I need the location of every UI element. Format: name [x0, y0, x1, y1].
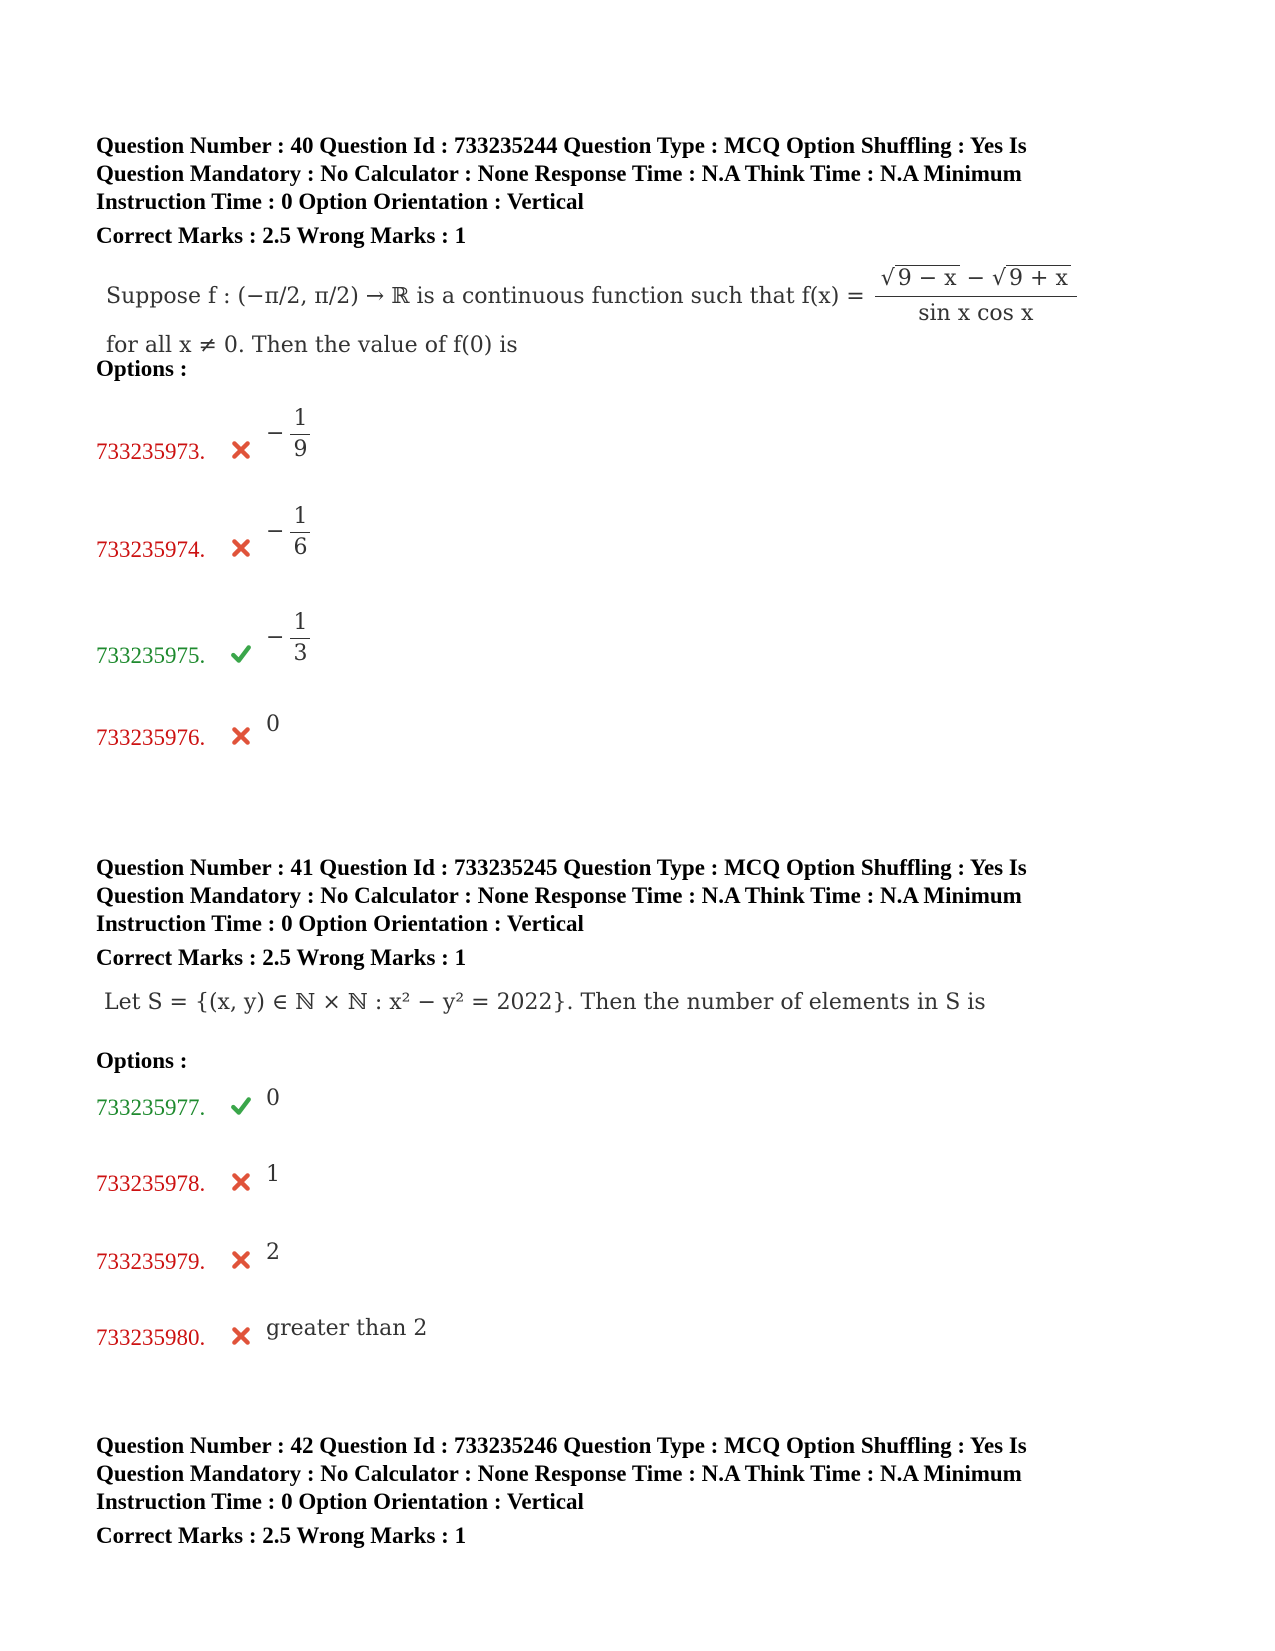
check-icon — [230, 643, 252, 665]
check-icon — [230, 1095, 252, 1117]
stem-fraction: $\frac{√ 9 - x - √ 9 + x}{\text{sin x cos x}}$ — [875, 262, 1077, 331]
option-id: 733235976. — [96, 725, 206, 750]
stem-text-line1: Suppose f : (−π/2, π/2) → ℝ is a continuous function such that f(x) = — [106, 284, 865, 309]
sqrt-term-a: 9 − x — [895, 265, 960, 291]
cross-icon — [230, 537, 252, 559]
option-row — [96, 1162, 280, 1197]
cross-icon — [230, 1171, 252, 1193]
option-id: 733235977. — [96, 1095, 206, 1120]
question-meta-line: Question Number : 41 Question Id : 733235245 Question Type : MCQ Option Shuffling : Yes Is — [96, 855, 1027, 880]
question-stem — [106, 262, 1186, 358]
options-label: Options : — [96, 1048, 188, 1073]
option-value: 2 — [266, 1240, 280, 1265]
cross-icon — [230, 725, 252, 747]
options-label: Options : — [96, 356, 188, 381]
marks-line: Correct Marks : 2.5 Wrong Marks : 1 — [96, 223, 467, 248]
option-row — [96, 404, 310, 465]
question-meta-line: Instruction Time : 0 Option Orientation : Vertical — [96, 189, 584, 214]
option-value: 0 — [266, 712, 280, 737]
cross-icon — [230, 1325, 252, 1347]
option-value: − $\frac{1}{6}$ — [266, 502, 310, 563]
question-meta-line: Instruction Time : 0 Option Orientation : Vertical — [96, 911, 584, 936]
question-meta-line: Question Mandatory : No Calculator : None Response Time : N.A Think Time : N.A Minimum — [96, 1461, 1022, 1486]
question-stem: Let S = {(x, y) ∈ ℕ × ℕ : x² − y² = 2022}. Then the number of elements in S is — [104, 990, 986, 1015]
option-id: 733235979. — [96, 1249, 206, 1274]
option-row — [96, 608, 310, 669]
option-value: greater than 2 — [266, 1316, 428, 1341]
question-40 — [96, 132, 1186, 750]
cross-icon — [230, 1249, 252, 1271]
option-row — [96, 502, 310, 563]
option-id: 733235980. — [96, 1325, 206, 1350]
option-id: 733235978. — [96, 1171, 206, 1196]
marks-line: Correct Marks : 2.5 Wrong Marks : 1 — [96, 945, 467, 970]
option-id: 733235973. — [96, 439, 206, 464]
cross-icon — [230, 439, 252, 461]
option-row — [96, 1240, 280, 1275]
question-meta-line: Question Mandatory : No Calculator : None Response Time : N.A Think Time : N.A Minimum — [96, 883, 1022, 908]
option-value: 1 — [266, 1162, 280, 1187]
option-row — [96, 1086, 280, 1121]
question-meta-line: Question Mandatory : No Calculator : None Response Time : N.A Think Time : N.A Minimum — [96, 161, 1022, 186]
option-row — [96, 1316, 427, 1351]
question-41 — [96, 854, 1186, 1350]
option-id: 733235974. — [96, 537, 206, 562]
question-meta-line: Instruction Time : 0 Option Orientation : Vertical — [96, 1489, 584, 1514]
option-row — [96, 712, 280, 751]
option-value: − $\frac{1}{3}$ — [266, 608, 310, 669]
minus-sign: − — [959, 266, 993, 291]
sqrt-term-b: 9 + x — [1006, 265, 1071, 291]
question-meta-line: Question Number : 40 Question Id : 733235244 Question Type : MCQ Option Shuffling : Yes Is — [96, 133, 1027, 158]
option-value: − $\frac{1}{9}$ — [266, 404, 310, 465]
stem-text-line2: for all x ≠ 0. Then the value of f(0) is — [106, 333, 518, 358]
option-id: 733235975. — [96, 643, 206, 668]
question-meta-line: Question Number : 42 Question Id : 733235246 Question Type : MCQ Option Shuffling : Yes Is — [96, 1433, 1027, 1458]
question-42 — [96, 1432, 1186, 1550]
marks-line: Correct Marks : 2.5 Wrong Marks : 1 — [96, 1523, 467, 1548]
option-value: 0 — [266, 1086, 280, 1111]
stem-fraction-denominator: sin x cos x — [918, 301, 1034, 326]
